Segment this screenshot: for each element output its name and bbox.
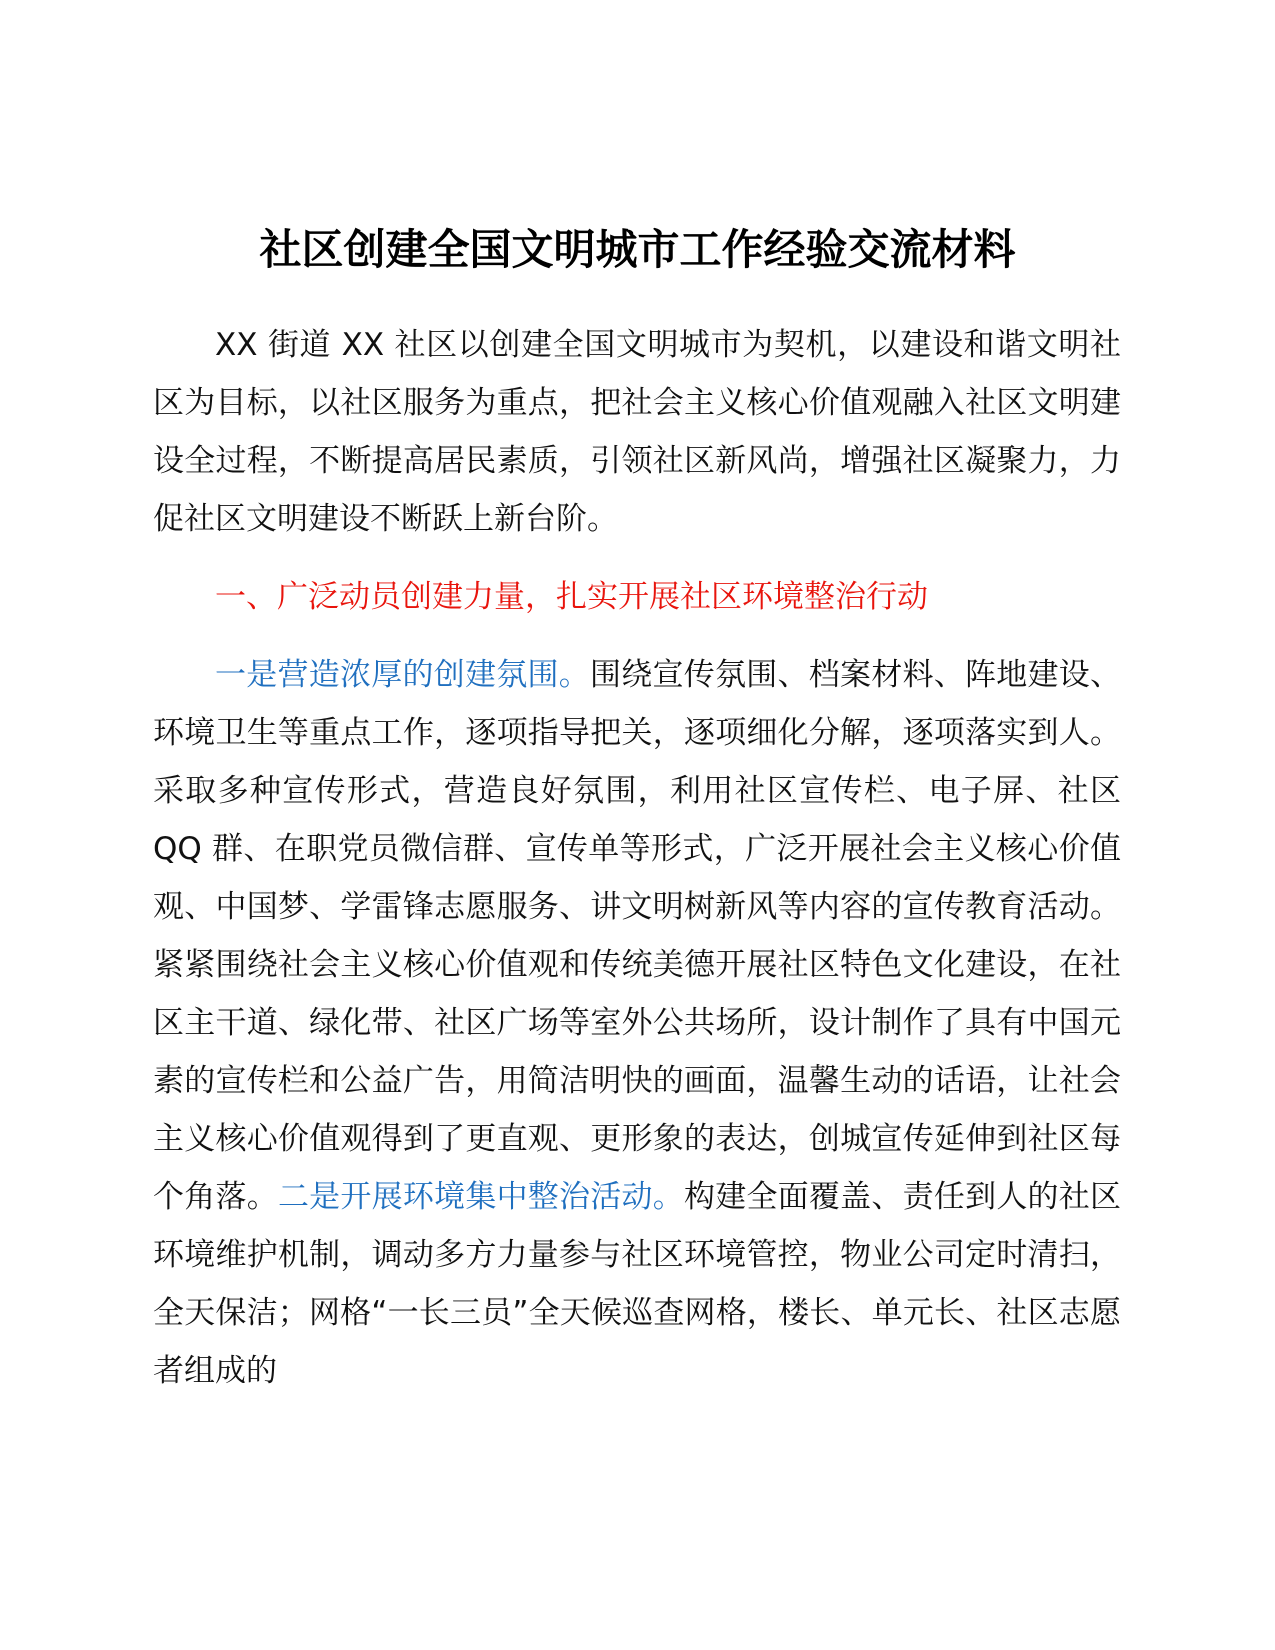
section-heading: 一、广泛动员创建力量，扎实开展社区环境整治行动 [215, 579, 928, 615]
item2-lead: 二是开展环境集中整治活动。 [277, 1179, 684, 1215]
item1-lead: 一是营造浓厚的创建氛围。 [215, 657, 590, 693]
intro-paragraph: XX 街道 XX 社区以创建全国文明城市为契机，以建设和谐文明社区为目标，以社区服务为重点，把社会主义核心价值观融入社区文明建设全过程，不断提高居民素质，引领社区新风尚，增强社区凝聚力，力促社区文明建设不断跃上新台阶。 [153, 327, 1121, 537]
item1-text: 围绕宣传氛围、档案材料、阵地建设、环境卫生等重点工作，逐项指导把关，逐项细化分解，逐项落实到人。采取多种宣传形式，营造良好氛围，利用社区宣传栏、电子屏、社区 QQ 群、在职党员微信群、宣传单等形式，广泛开展社会主义核心价值观、中国梦、学雷锋志愿服务、讲文明树新风等内容的宣传教育活动。紧紧围绕社会主义核心价值观和传统美德开展社区特色文化建设，在社区主干道、绿化带、社区广场等室外公共场所，设计制作了具有中国元素的宣传栏和公益广告，用简洁明快的画面，温馨生动的话语，让社会主义核心价值观得到了更直观、更形象的表达，创城宣传延伸到社区每个角落。 [153, 657, 1121, 1215]
section-paragraph [153, 646, 1121, 1400]
item2-text: 构建全面覆盖、责任到人的社区环境维护机制，调动多方力量参与社区环境管控，物业公司定时清扫，全天保洁；网格“一长三员”全天候巡查网格，楼长、单元长、社区志愿者组成的 [153, 1179, 1122, 1389]
document-title: 社区创建全国文明城市工作经验交流材料 [259, 225, 1016, 274]
